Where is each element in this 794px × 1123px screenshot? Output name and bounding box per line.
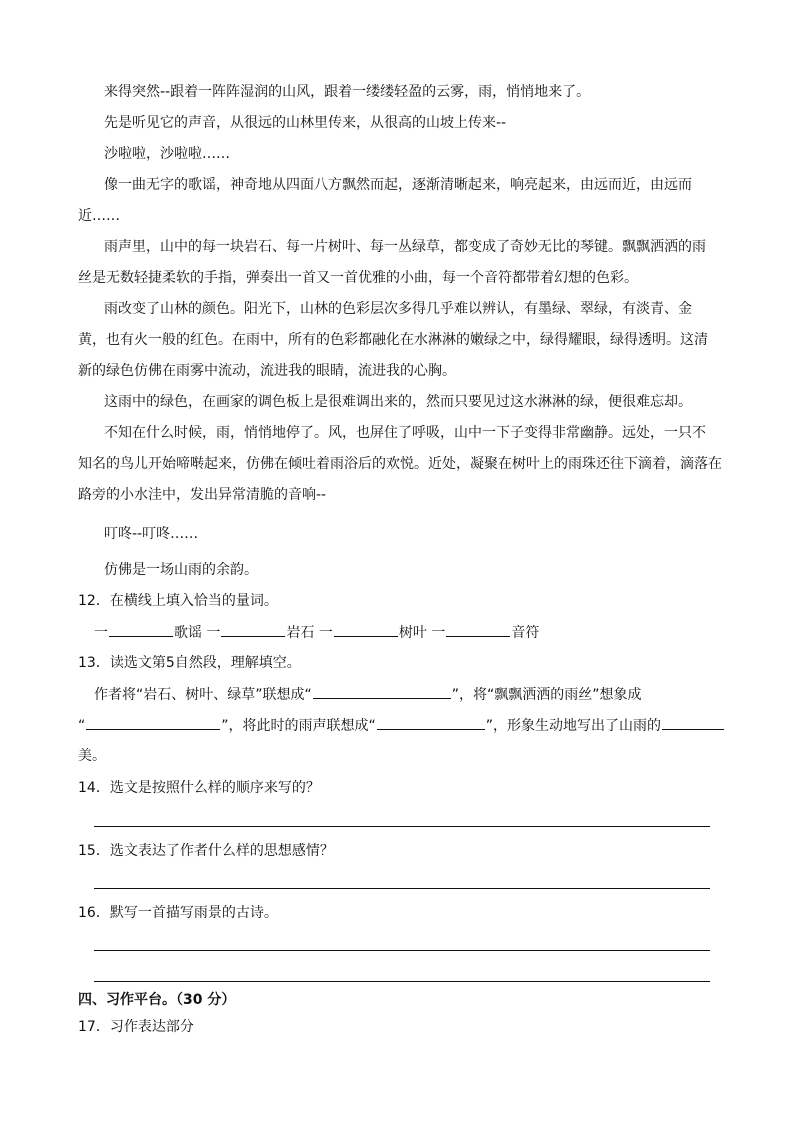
passage-line-1: 来得突然--跟着一阵阵湿润的山风，跟着一缕缕轻盈的云雾，雨，悄悄地来了。: [104, 84, 591, 100]
q13-line-2: [78, 715, 725, 736]
passage-line-16: 仿佛是一场山雨的余韵。: [104, 562, 258, 578]
q12-blank-1[interactable]: [109, 622, 173, 637]
passage-line-12: 不知在什么时候，雨，悄悄地停了。风，也屏住了呼吸，山中一下子变得非常幽静。远处，一只不: [104, 425, 706, 441]
q12-prefix: 一: [94, 625, 108, 641]
passage-line-6: 雨声里，山中的每一块岩石、每一片树叶、每一丛绿草，都变成了奇妙无比的琴键。飘飘洒洒的雨: [104, 239, 706, 255]
passage-line-7: 丝是无数轻捷柔软的手指，弹奏出一首又一首优雅的小曲，每一个音符都带着幻想的色彩。: [78, 270, 638, 286]
q12-blank-3[interactable]: [334, 622, 398, 637]
passage-line-4: 像一曲无字的歌谣，神奇地从四面八方飘然而起，逐渐清晰起来，响亮起来，由远而近，由远而: [104, 177, 692, 193]
q12-item-4: 音符: [511, 625, 540, 641]
passage-line-2: 先是听见它的声音，从很远的山林里传来，从很高的山坡上传来--: [104, 115, 507, 131]
q13-stem: 13．读选文第5自然段，理解填空。: [78, 655, 301, 671]
q13-text-d: ”，将此时的雨声联想成“: [221, 718, 376, 734]
q12-item-1: 歌谣: [174, 625, 202, 641]
q13-blank-4[interactable]: [662, 715, 724, 730]
q15-stem: 15．选文表达了作者什么样的思想感情？: [78, 843, 334, 859]
q14-stem: 14．选文是按照什么样的顺序来写的？: [78, 780, 320, 796]
q13-blank-2[interactable]: [86, 715, 220, 730]
q13-text-a: 作者将“岩石、树叶、绿草”联想成“: [94, 687, 312, 703]
passage-line-15: 叮咚--叮咚……: [104, 526, 199, 542]
q13-text-b: ”，将“飘飘洒洒的雨丝”想象成: [451, 687, 642, 703]
q12-blank-4[interactable]: [446, 622, 510, 637]
q12-prefix: 一: [206, 625, 221, 641]
passage-line-9: 黄，也有火一般的红色。在雨中，所有的色彩都融化在水淋淋的嫩绿之中，绿得耀眼，绿得透明。这清: [78, 332, 708, 348]
passage-line-13: 知名的鸟儿开始啼啭起来，仿佛在倾吐着雨浴后的欢悦。近处，凝聚在树叶上的雨珠还往下滴着，滴落在: [78, 456, 722, 472]
q12-stem: 12．在横线上填入恰当的量词。: [78, 593, 278, 609]
section4-title: 四、习作平台。（30 分）: [78, 992, 236, 1008]
q14-answer-line[interactable]: [94, 826, 710, 827]
q13-line-3: 美。: [78, 748, 106, 764]
passage-line-3: 沙啦啦，沙啦啦……: [104, 146, 230, 162]
passage-line-11: 这雨中的绿色，在画家的调色板上是很难调出来的，然而只要见过这水淋淋的绿，便很难忘却。: [104, 394, 692, 410]
q16-stem: 16．默写一首描写雨景的古诗。: [78, 905, 278, 921]
q16-answer-line-1[interactable]: [94, 950, 710, 951]
q13-blank-1[interactable]: [313, 684, 451, 699]
passage-line-5: 近……: [78, 208, 120, 224]
q15-answer-line[interactable]: [94, 888, 710, 889]
passage-line-8: 雨改变了山林的颜色。阳光下，山林的色彩层次多得几乎难以辨认，有墨绿、翠绿，有淡青、金: [104, 301, 692, 317]
q17-stem: 17．习作表达部分: [78, 1019, 194, 1035]
q13-text-c: “: [78, 718, 86, 734]
q12-item-2: 岩石: [286, 625, 315, 641]
passage-line-10: 新的绿色仿佛在雨雾中流动，流进我的眼睛，流进我的心胸。: [78, 363, 456, 379]
q12-answer-row: [94, 622, 539, 643]
q12-item-3: 树叶: [398, 625, 427, 641]
q12-blank-2[interactable]: [221, 622, 285, 637]
q12-prefix: 一: [431, 625, 446, 641]
q16-answer-line-2[interactable]: [94, 981, 710, 982]
passage-line-14: 路旁的小水洼中，发出异常清脆的音响--: [78, 487, 327, 503]
q13-text-e: ”，形象生动地写出了山雨的: [485, 718, 662, 734]
q13-blank-3[interactable]: [377, 715, 485, 730]
q13-line-1: [94, 684, 642, 705]
q12-prefix: 一: [318, 625, 333, 641]
